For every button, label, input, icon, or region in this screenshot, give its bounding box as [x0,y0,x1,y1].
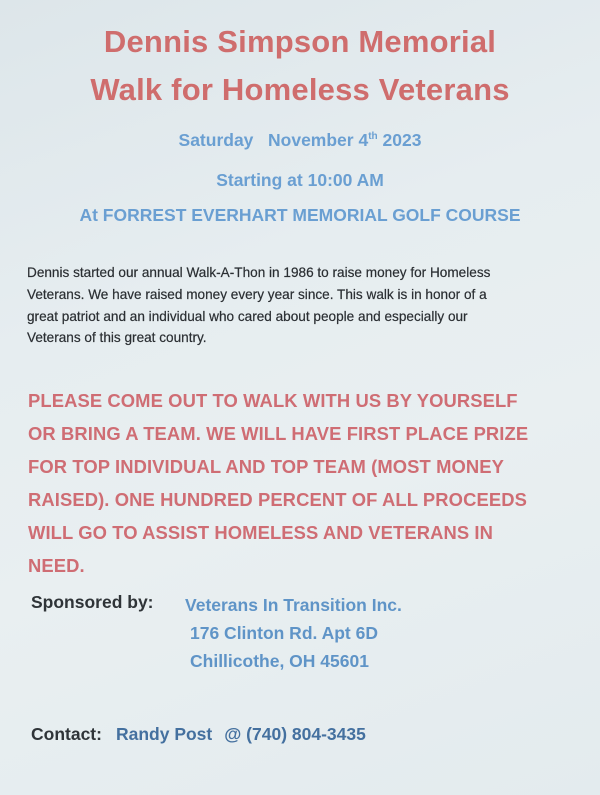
description-line: Dennis started our annual Walk-A-Thon in 1986 to raise money for Homeless [27,265,491,280]
sponsor-label: Sponsored by: [31,592,154,612]
appeal-line: WILL GO TO ASSIST HOMELESS AND VETERANS IN [28,522,494,543]
event-start-time: Starting at 10:00 AM [216,170,384,190]
event-description [27,262,587,349]
appeal-line: FOR TOP INDIVIDUAL AND TOP TEAM (MOST MONEY [28,456,505,477]
call-to-action [28,384,588,582]
flyer-title-line-2: Walk for Homeless Veterans [90,72,510,107]
appeal-line: PLEASE COME OUT TO WALK WITH US BY YOURSELF [28,390,518,411]
flyer-title-line-1: Dennis Simpson Memorial [103,24,497,59]
contact-name: Randy Post [115,724,213,744]
event-venue: At FORREST EVERHART MEMORIAL GOLF COURSE [79,205,521,225]
description-line: great patriot and an individual who cared about people and especially our [27,308,468,324]
event-year: 2023 [382,130,422,150]
sponsor-details [185,591,402,675]
appeal-line: RAISED). ONE HUNDRED PERCENT OF ALL PROCEEDS [28,489,527,510]
description-line: Veterans. We have raised money every year since. This walk is in honor of a [27,286,487,302]
sponsor-address-line-1: 176 Clinton Rd. Apt 6D [190,623,378,643]
sponsor-name: Veterans In Transition Inc. [185,595,402,615]
sponsor-address-line-2: Chillicothe, OH 45601 [190,651,369,671]
contact-phone: @ (740) 804-3435 [224,724,366,744]
appeal-line: NEED. [28,555,85,576]
event-month-day: November 4 [268,130,369,150]
appeal-line: OR BRING A TEAM. WE WILL HAVE FIRST PLACE PRIZE [28,423,529,444]
ordinal-suffix: th [368,131,378,143]
event-day: Saturday [178,130,254,150]
contact-info [31,724,366,745]
event-date [0,130,600,151]
description-line: Veterans of this great country. [27,330,207,346]
contact-label: Contact: [31,724,102,744]
